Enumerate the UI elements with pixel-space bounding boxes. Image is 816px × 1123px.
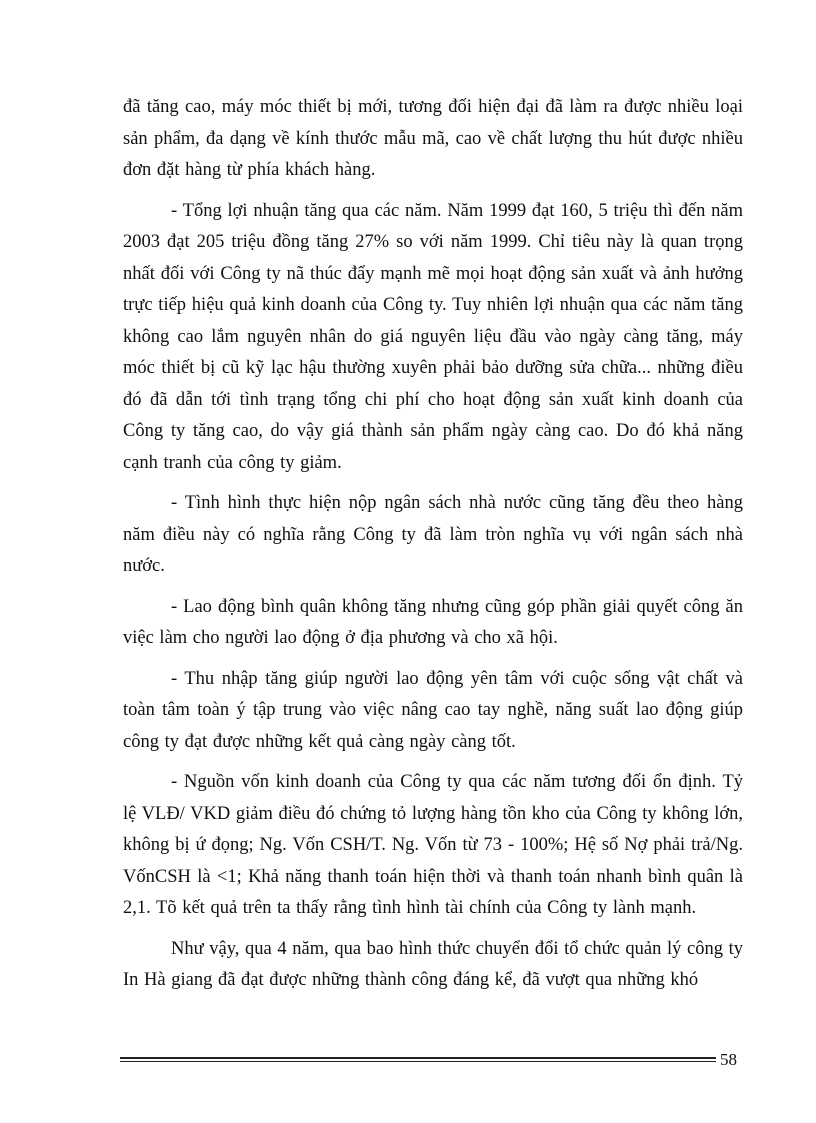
paragraph-continuation: đã tăng cao, máy móc thiết bị mới, tương đối hiện đại đã làm ra được nhiều loại sản phẩm, đa dạng về kính thước mẫu mã, cao về chất lượng thu hút được nhiều đơn đặt hàng từ phía khách hàng.: [123, 97, 743, 180]
paragraph-profit: - Tổng lợi nhuận tăng qua các năm. Năm 1999 đạt 160, 5 triệu thì đến năm 2003 đạt 205 triệu đồng tăng 27% so với năm 1999. Chỉ tiêu này là quan trọng nhất đối với Công ty nã thúc đẩy mạnh mẽ mọi hoạt động sản xuất và ảnh hưởng trực tiếp hiệu quả kinh doanh của Công ty. Tuy nhiên lợi nhuận qua các năm tăng không cao lắm nguyên nhân do giá nguyên liệu đầu vào ngày càng tăng, máy móc thiết bị cũ kỹ lạc hậu thường xuyên phải bảo dưỡng sửa chữa... những điều đó đã dẫn tới tình trạng tổng chi phí cho hoạt động sản xuất kinh doanh của Công ty tăng cao, do vậy giá thành sản phẩm ngày càng cao. Do đó khả năng cạnh tranh của công ty giảm.: [123, 200, 743, 473]
footer-rule-thick: [120, 1057, 716, 1059]
paragraph-budget: - Tình hình thực hiện nộp ngân sách nhà nước cũng tăng đều theo hàng năm điều này có nghĩa rằng Công ty đã làm tròn nghĩa vụ với ngân sách nhà nước.: [123, 493, 743, 576]
page-number: 58: [720, 1050, 737, 1069]
page-footer: [120, 1050, 760, 1080]
body-text: [123, 92, 743, 1006]
paragraph-capital: - Nguồn vốn kinh doanh của Công ty qua các năm tương đối ổn định. Tỷ lệ VLĐ/ VKD giảm điều đó chứng tỏ lượng hàng tồn kho của Công ty không lớn, không bị ứ đọng; Ng. Vốn CSH/T. Ng. Vốn từ 73 - 100%; Hệ số Nợ phải trả/Ng. VốnCSH là <1; Khả năng thanh toán hiện thời và thanh toán nhanh bình quân là 2,1. Tõ kết quả trên ta thấy rằng tình hình tài chính của Công ty lành mạnh.: [123, 772, 743, 918]
paragraph-income: - Thu nhập tăng giúp người lao động yên tâm với cuộc sống vật chất và toàn tâm toàn ý tập trung vào việc nâng cao tay nghề, năng suất lao động giúp công ty đạt được những kết quả càng ngày càng tốt.: [123, 668, 743, 752]
paragraph-labor: - Lao động bình quân không tăng nhưng cũng góp phần giải quyết công ăn việc làm cho người lao động ở địa phương và cho xã hội.: [123, 596, 743, 648]
paragraph-conclusion: Như vậy, qua 4 năm, qua bao hình thức chuyển đổi tổ chức quản lý công ty In Hà giang đã đạt được những thành công đáng kể, đã vượt qua những khó: [123, 938, 744, 990]
footer-rule-thin: [120, 1061, 716, 1062]
footer-divider: [120, 1057, 716, 1063]
